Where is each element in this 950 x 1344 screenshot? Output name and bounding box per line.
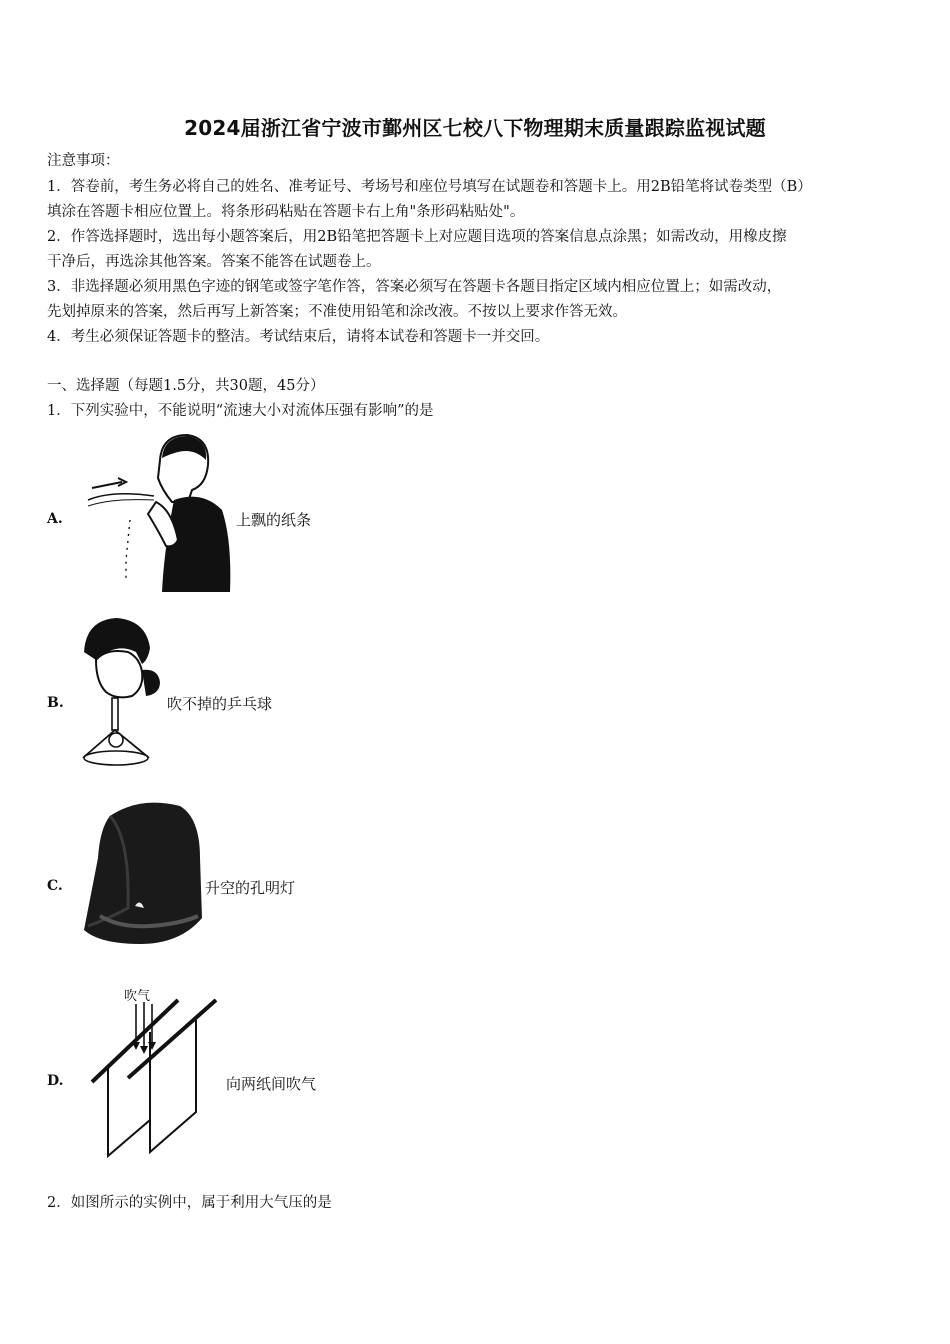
note-1-line-b: 填涂在答题卡相应位置上。将条形码粘贴在答题卡右上角"条形码粘贴处"。 [47, 204, 525, 220]
option-b-letter: B. [47, 695, 64, 711]
person-blowing-paper-icon [82, 430, 242, 595]
note-3-line-a: 3．非选择题必须用黑色字迹的钢笔或签字笔作答，答案必须写在答题卡各题目指定区域内相应位置上；如需改动， [47, 279, 782, 295]
question-2-stem: 2．如图所示的实例中，属于利用大气压的是 [47, 1195, 332, 1211]
two-papers-icon [88, 980, 228, 1160]
option-a-caption: 上飘的纸条 [236, 511, 312, 529]
sky-lantern-icon [80, 798, 205, 946]
note-1-line-a: 1．答卷前，考生务必将自己的姓名、准考证号、考场号和座位号填写在试题卷和答题卡上。用2B铅笔将试卷类型（B） [47, 179, 812, 195]
page-title: 2024届浙江省宁波市鄞州区七校八下物理期末质量跟踪监视试题 [184, 116, 766, 140]
note-2-line-a: 2．作答选择题时，选出每小题答案后，用2B铅笔把答题卡上对应题目选项的答案信息点涂黑；如需改动，用橡皮擦 [47, 229, 787, 245]
note-3-line-b: 先划掉原来的答案，然后再写上新答案；不准使用铅笔和涂改液。不按以上要求作答无效。 [47, 304, 627, 320]
option-d-caption: 向两纸间吹气 [226, 1075, 317, 1093]
option-c-letter: C. [47, 878, 63, 894]
blow-air-label: 吹气 [124, 989, 151, 1004]
option-c-caption: 升空的孔明灯 [205, 879, 296, 897]
section-heading: 一、选择题（每题1.5分，共30题，45分） [47, 378, 325, 394]
note-4: 4．考生必须保证答题卡的整洁。考试结束后，请将本试卷和答题卡一并交回。 [47, 329, 550, 345]
option-a-letter: A. [47, 511, 63, 527]
note-2-line-b: 干净后，再选涂其他答案。答案不能答在试题卷上。 [47, 254, 381, 270]
option-b-caption: 吹不掉的乒乓球 [167, 695, 273, 713]
person-blowing-funnel-icon [76, 612, 166, 777]
notes-heading: 注意事项： [47, 153, 120, 169]
question-1-stem: 1．下列实验中，不能说明“流速大小对流体压强有影响”的是 [47, 403, 434, 419]
option-d-letter: D. [47, 1073, 64, 1089]
